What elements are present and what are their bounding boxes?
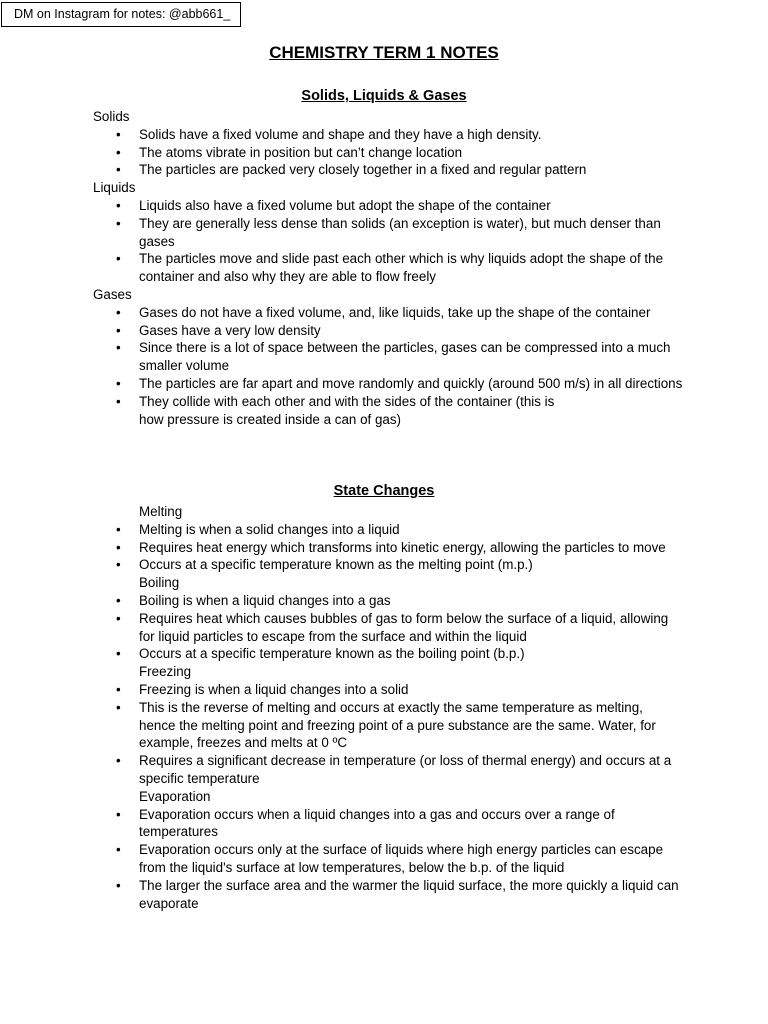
list-item: • Gases do not have a fixed volume, and, like liquids, take up the shape of the container: [93, 304, 683, 322]
page-title: CHEMISTRY TERM 1 NOTES: [269, 43, 499, 62]
evaporation-list: [93, 806, 683, 913]
list-item: • The particles move and slide past each other which is why liquids adopt the shape of the container and also why they are able to flow freely: [93, 250, 683, 286]
freezing-list: [93, 681, 683, 788]
group-heading-melting: Melting: [139, 504, 183, 519]
list-item: • Evaporation occurs when a liquid changes into a gas and occurs over a range of temperatures: [93, 806, 683, 842]
list-item: • The atoms vibrate in position but can’t change location: [93, 144, 683, 162]
section-title-states-of-matter: Solids, Liquids & Gases: [301, 88, 467, 104]
list-item: • Since there is a lot of space between the particles, gases can be compressed into a much smaller volume: [93, 339, 683, 375]
list-item: • Requires a significant decrease in temperature (or loss of thermal energy) and occurs at a specific temperature: [93, 752, 683, 788]
list-item: • They collide with each other and with the sides of the container (this is how pressure is created inside a can of gas): [93, 393, 683, 429]
group-heading-liquids: Liquids: [93, 180, 136, 196]
states-of-matter-notes: [93, 108, 683, 428]
list-item: • Gases have a very low density: [93, 322, 683, 340]
liquids-list: [93, 197, 683, 286]
group-heading-solids: Solids: [93, 109, 130, 124]
section-title-state-changes: State Changes: [333, 483, 435, 499]
list-item: • Requires heat which causes bubbles of gas to form below the surface of a liquid, allowing for liquid particles to escape from the surface and within the liquid: [93, 610, 683, 646]
group-heading-evaporation: Evaporation: [139, 788, 211, 804]
solids-list: [93, 126, 683, 179]
list-item: • Boiling is when a liquid changes into a gas: [93, 592, 683, 610]
list-item: • This is the reverse of melting and occurs at exactly the same temperature as melting, hence the melting point and freezing point of a pure substance are the same. Water, for example, freezes and melts at 0 ºC: [93, 699, 683, 752]
list-item: • Evaporation occurs only at the surface of liquids where high energy particles can escape from the liquid's surface at low temperatures, below the b.p. of the liquid: [93, 841, 683, 877]
instagram-tag-box: DM on Instagram for notes: @abb661_: [1, 2, 241, 27]
list-item: • The larger the surface area and the warmer the liquid surface, the more quickly a liquid can evaporate: [93, 877, 683, 913]
group-heading-boiling: Boiling: [139, 575, 180, 591]
list-item: • Requires heat energy which transforms into kinetic energy, allowing the particles to move: [93, 539, 683, 557]
list-item: • Occurs at a specific temperature known as the melting point (m.p.): [93, 556, 683, 574]
group-heading-gases: Gases: [93, 286, 132, 302]
list-item: • The particles are packed very closely together in a fixed and regular pattern: [93, 161, 683, 179]
group-heading-freezing: Freezing: [139, 664, 192, 680]
list-item: • The particles are far apart and move randomly and quickly (around 500 m/s) in all directions: [93, 375, 683, 393]
list-item: • Freezing is when a liquid changes into a solid: [93, 681, 683, 699]
list-item: • Occurs at a specific temperature known as the boiling point (b.p.): [93, 645, 683, 663]
list-item: • Solids have a fixed volume and shape and they have a high density.: [93, 126, 683, 144]
list-item: • Liquids also have a fixed volume but adopt the shape of the container: [93, 197, 683, 215]
list-item: • They are generally less dense than solids (an exception is water), but much denser than gases: [93, 215, 683, 251]
state-changes-notes: [93, 503, 683, 912]
gases-list: [93, 304, 683, 429]
list-item: • Melting is when a solid changes into a liquid: [93, 521, 683, 539]
boiling-list: [93, 592, 683, 663]
melting-list: [93, 521, 683, 574]
